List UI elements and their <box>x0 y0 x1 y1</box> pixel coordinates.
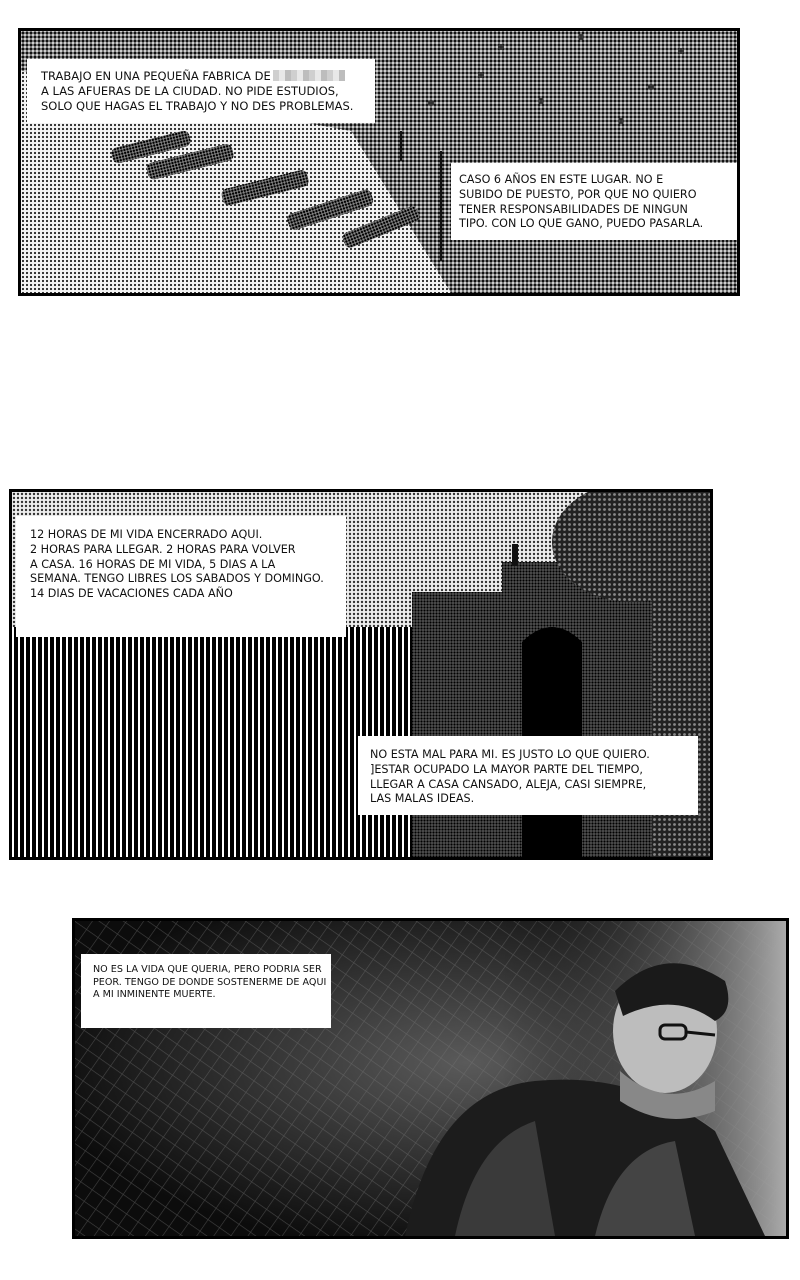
caption-line: TRABAJO EN UNA PEQUEÑA FABRICA DE <box>41 69 271 83</box>
caption-line: PEOR. TENGO DE DONDE SOSTENERME DE AQUI <box>93 976 327 988</box>
comic-panel-gate <box>9 489 713 860</box>
comic-panel-factory <box>18 28 740 296</box>
caption-line: SEMANA. TENGO LIBRES LOS SABADOS Y DOMINGO. <box>30 572 324 586</box>
caption-line: LAS MALAS IDEAS. <box>370 792 475 806</box>
caption-line: A LAS AFUERAS DE LA CIUDAD. NO PIDE ESTUDIOS, <box>41 84 339 99</box>
caption-line: 12 HORAS DE MI VIDA ENCERRADO AQUI. <box>30 528 263 541</box>
caption-line: LLEGAR A CASA CANSADO, ALEJA, CASI SIEMPRE, <box>370 777 647 791</box>
caption-line: NO ESTA MAL PARA MI. ES JUSTO LO QUE QUIERO. <box>370 748 650 761</box>
caption-line: 2 HORAS PARA LLEGAR. 2 HORAS PARA VOLVER <box>30 542 296 556</box>
narration-caption-1 <box>27 59 375 123</box>
comic-panel-man <box>72 918 789 1239</box>
caption-line: TIPO. CON LO QUE GANO, PUEDO PASARLA. <box>459 217 704 231</box>
caption-line: CASO 6 AÑOS EN ESTE LUGAR. NO E <box>459 173 664 186</box>
caption-line: TENER RESPONSABILIDADES DE NINGUN <box>459 202 688 216</box>
caption-line: SOLO QUE HAGAS EL TRABAJO Y NO DES PROBLEMAS. <box>41 99 354 114</box>
narration-caption-4 <box>358 736 698 815</box>
caption-line: A CASA. 16 HORAS DE MI VIDA, 5 DIAS A LA <box>30 557 276 571</box>
redacted-text <box>273 70 345 81</box>
narration-caption-2 <box>451 163 737 240</box>
narration-caption-5 <box>81 954 331 1028</box>
caption-line: NO ES LA VIDA QUE QUERIA, PERO PODRIA SER <box>93 964 322 975</box>
caption-line: A MI INMINENTE MUERTE. <box>93 989 216 1001</box>
caption-line: 14 DIAS DE VACACIONES CADA AÑO <box>30 587 233 601</box>
caption-line: SUBIDO DE PUESTO, POR QUE NO QUIERO <box>459 187 697 201</box>
narration-caption-3 <box>16 516 346 637</box>
caption-line: ]ESTAR OCUPADO LA MAYOR PARTE DEL TIEMPO, <box>370 762 643 776</box>
